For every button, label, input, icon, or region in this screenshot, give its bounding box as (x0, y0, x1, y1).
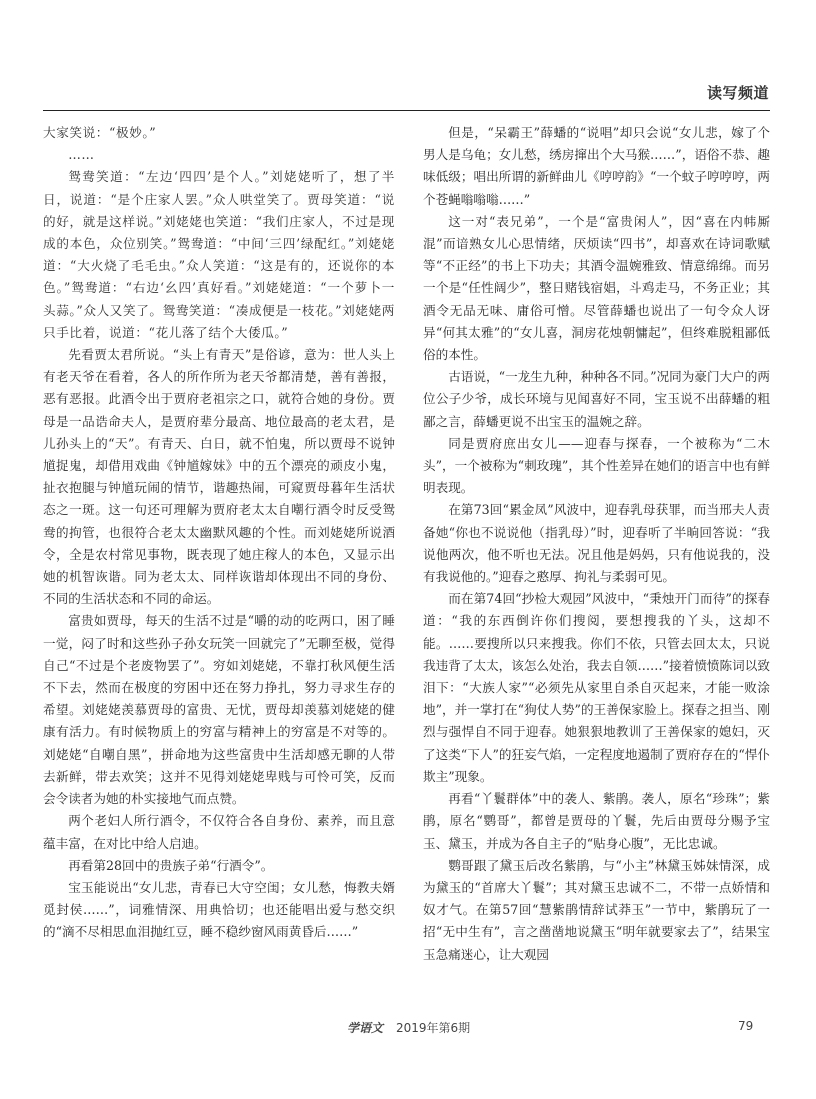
page-footer (0, 1019, 816, 1039)
journal-name: 学语文 (347, 1021, 384, 1035)
paragraph: 再看第28回中的贵族子弟“行酒令”。 (68, 857, 274, 873)
paragraph: 古语说，“一龙生九种，种种各不同。”况同为豪门大户的两位公子少爷，成长环境与见闻喜好不同，宝玉说不出薛蟠的粗鄙之言，薛蟠更说不出宝玉的温婉之辞。 (423, 369, 770, 429)
page-number: 79 (738, 1019, 754, 1033)
paragraph: 两个老妇人所行酒令，不仅符合各自身份、素养，而且意蕴丰富，在对比中给人启迪。 (43, 813, 395, 851)
section-label: 读写频道 (706, 84, 769, 102)
paragraph: 鸳鸯笑道：“左边‘四四’是个人。”刘姥姥听了，想了半日，说道：“是个庄家人罢。”众人哄堂笑了。贾母笑道：“说的好，就是这样说。”刘姥姥也笑道：“我们庄家人，不过是现成的本色，众位别笑。”鸳鸯道：“中间‘三四’绿配红。”刘姥姥道：“大火烧了毛毛虫。”众人笑道：“这是有的，还说你的本色。”鸳鸯道：“右边‘幺四’真好看。”刘姥姥道：“一个萝卜一头蒜。”众人又笑了。鸳鸯笑道：“凑成便是一枝花。”刘姥姥两只手比着，说道：“花儿落了结个大倭瓜。” (43, 169, 395, 340)
paragraph-ellipsis: …… (68, 147, 95, 163)
paragraph: 先看贾太君所说。“头上有青天”是俗谚，意为：世人头上有老天爷在看着，各人的所作所为老天爷都清楚，善有善报，恶有恶报。此酒令出于贾府老祖宗之口，就符合她的身份。贾母是一品诰命夫人，是贾府辈分最高、地位最高的老太君，是儿孙头上的“天”。有青天、白日，就不怕鬼，所以贾母不说钟馗捉鬼，却借用戏曲《钟馗嫁妹》中的五个漂亮的顽皮小鬼，扯衣抱腿与钟馗玩闹的情节，谐趣热闹，可窥贾母暮年生活状态之一斑。这一句还可理解为贾府老太太自嘲行酒令时反受鸳鸯的拘管，也很符合老太太幽默风趣的个性。而刘姥姥所说酒令，全是农村常见事物，既表现了她庄稼人的本色，又显示出她的机智诙谐。同为老太太、同样诙谐却体现出不同的身份、不同的生活状态和不同的命运。 (43, 347, 395, 607)
header-divider (43, 110, 770, 111)
paragraph: 但是，“呆霸王”薛蟠的“说唱”却只会说“女儿悲，嫁了个男人是乌龟；女儿愁，绣房撺出个大马猴……”，语俗不恭、趣味低级；唱出所谓的新鲜曲儿《哼哼韵》“一个蚊子哼哼哼，两个苍蝇嗡嗡嗡……” (423, 125, 770, 207)
paragraph: 鹦哥跟了黛玉后改名紫鹃，与“小主”林黛玉姊妹情深，成为黛玉的“首席大丫鬟”；其对黛玉忠诚不二，不带一点娇情和奴才气。在第57回“慧紫鹃情辞试莽玉”一节中，紫鹃玩了一招“无中生有”，言之凿凿地说黛玉“明年就要家去了”，结果宝玉急痛迷心，让大观园 (423, 857, 770, 962)
right-column (423, 122, 770, 966)
paragraph: 在第73回“累金凤”风波中，迎春乳母获罪，而当邢夫人责备她“你也不说说他（指乳母）”时，迎春听了半晌回答说：“我说他两次，他不听也无法。况且他是妈妈，只有他说我的，没有我说他的。”迎春之憨厚、拘礼与柔弱可见。 (423, 502, 770, 585)
paragraph: 这一对“表兄弟”，一个是“富贵闲人”，因“喜在内帏厮混”而谙熟女儿心思情绪，厌烦读“四书”，却喜欢在诗词歌赋等“不正经”的书上下功夫；其酒令温婉雅致、情意绵绵。而另一个是“任性阔少”，整日赌钱宿娼，斗鸡走马，不务正业；其酒令无品无味、庸俗可憎。尽管薛蟠也说出了一句令众人讶异“何其太雅”的“女儿喜，洞房花烛朝慵起”，但终难脱粗鄙低俗的本性。 (423, 213, 770, 363)
left-column (43, 122, 395, 944)
paragraph: 再看“丫鬟群体”中的袭人、紫鹃。袭人，原名“珍珠”；紫鹃，原名“鹦哥”，都曾是贾母的丫鬟，先后由贾母分赐予宝玉、黛玉，并成为各自主子的“贴身心腹”，无比忠诚。 (423, 791, 770, 851)
paragraph: 大家笑说：“极妙。” (43, 125, 157, 140)
paragraph: 宝玉能说出“女儿悲，青春已大守空闺；女儿愁，悔教夫婿觅封侯……”，词雅情深、用典恰切；也还能唱出爱与愁交织的“滴不尽相思血泪抛红豆，睡不稳纱窗风雨黄昏后……” (43, 879, 395, 940)
paragraph: 而在第74回“抄检大观园”风波中，“秉烛开门而待”的探春道：“我的东西倒许你们搜阅，要想搜我的丫头，这却不能。……要搜所以只来搜我。你们不依，只管去回太太，只说我违背了太太，该怎么处治，我去自领……”接着愤愤陈词以致泪下：“大族人家”“必须先从家里自杀自灭起来，才能一败涂地”，并一掌打在“狗仗人势”的王善保家脸上。探春之担当、刚烈与强悍自不同于迎春。她狠狠地教训了王善保家的媳妇，灭了这类“下人”的狂妄气焰，一定程度地遏制了贾府存在的“悍仆欺主”现象。 (423, 591, 770, 784)
issue-label: 2019年第6期 (396, 1021, 471, 1035)
paragraph: 富贵如贾母，每天的生活不过是“嚼的动的吃两口，困了睡一觉，闷了时和这些孙子孙女玩笑一回就完了”无聊至极，觉得自己“不过是个老废物罢了”。穷如刘姥姥，不靠打秋风便生活不下去，然而在极度的穷困中还在努力挣扎，努力寻求生存的希望。刘姥姥羡慕贾母的富贵、无忧，贾母却羡慕刘姥姥的健康有活力。有时候物质上的穷富与精神上的穷富是不对等的。刘姥姥“自嘲自黑”，拼命地为这些富贵中生活却感无聊的人带去新鲜，带去欢笑；这并不见得刘姥姥卑贱与可怜可笑，反而会令读者为她的朴实接地气而点赞。 (43, 613, 395, 807)
paragraph: 同是贾府庶出女儿——迎春与探春，一个被称为“二木头”，一个被称为“刺玫瑰”，其个性差异在她们的语言中也有鲜明表现。 (423, 435, 770, 496)
